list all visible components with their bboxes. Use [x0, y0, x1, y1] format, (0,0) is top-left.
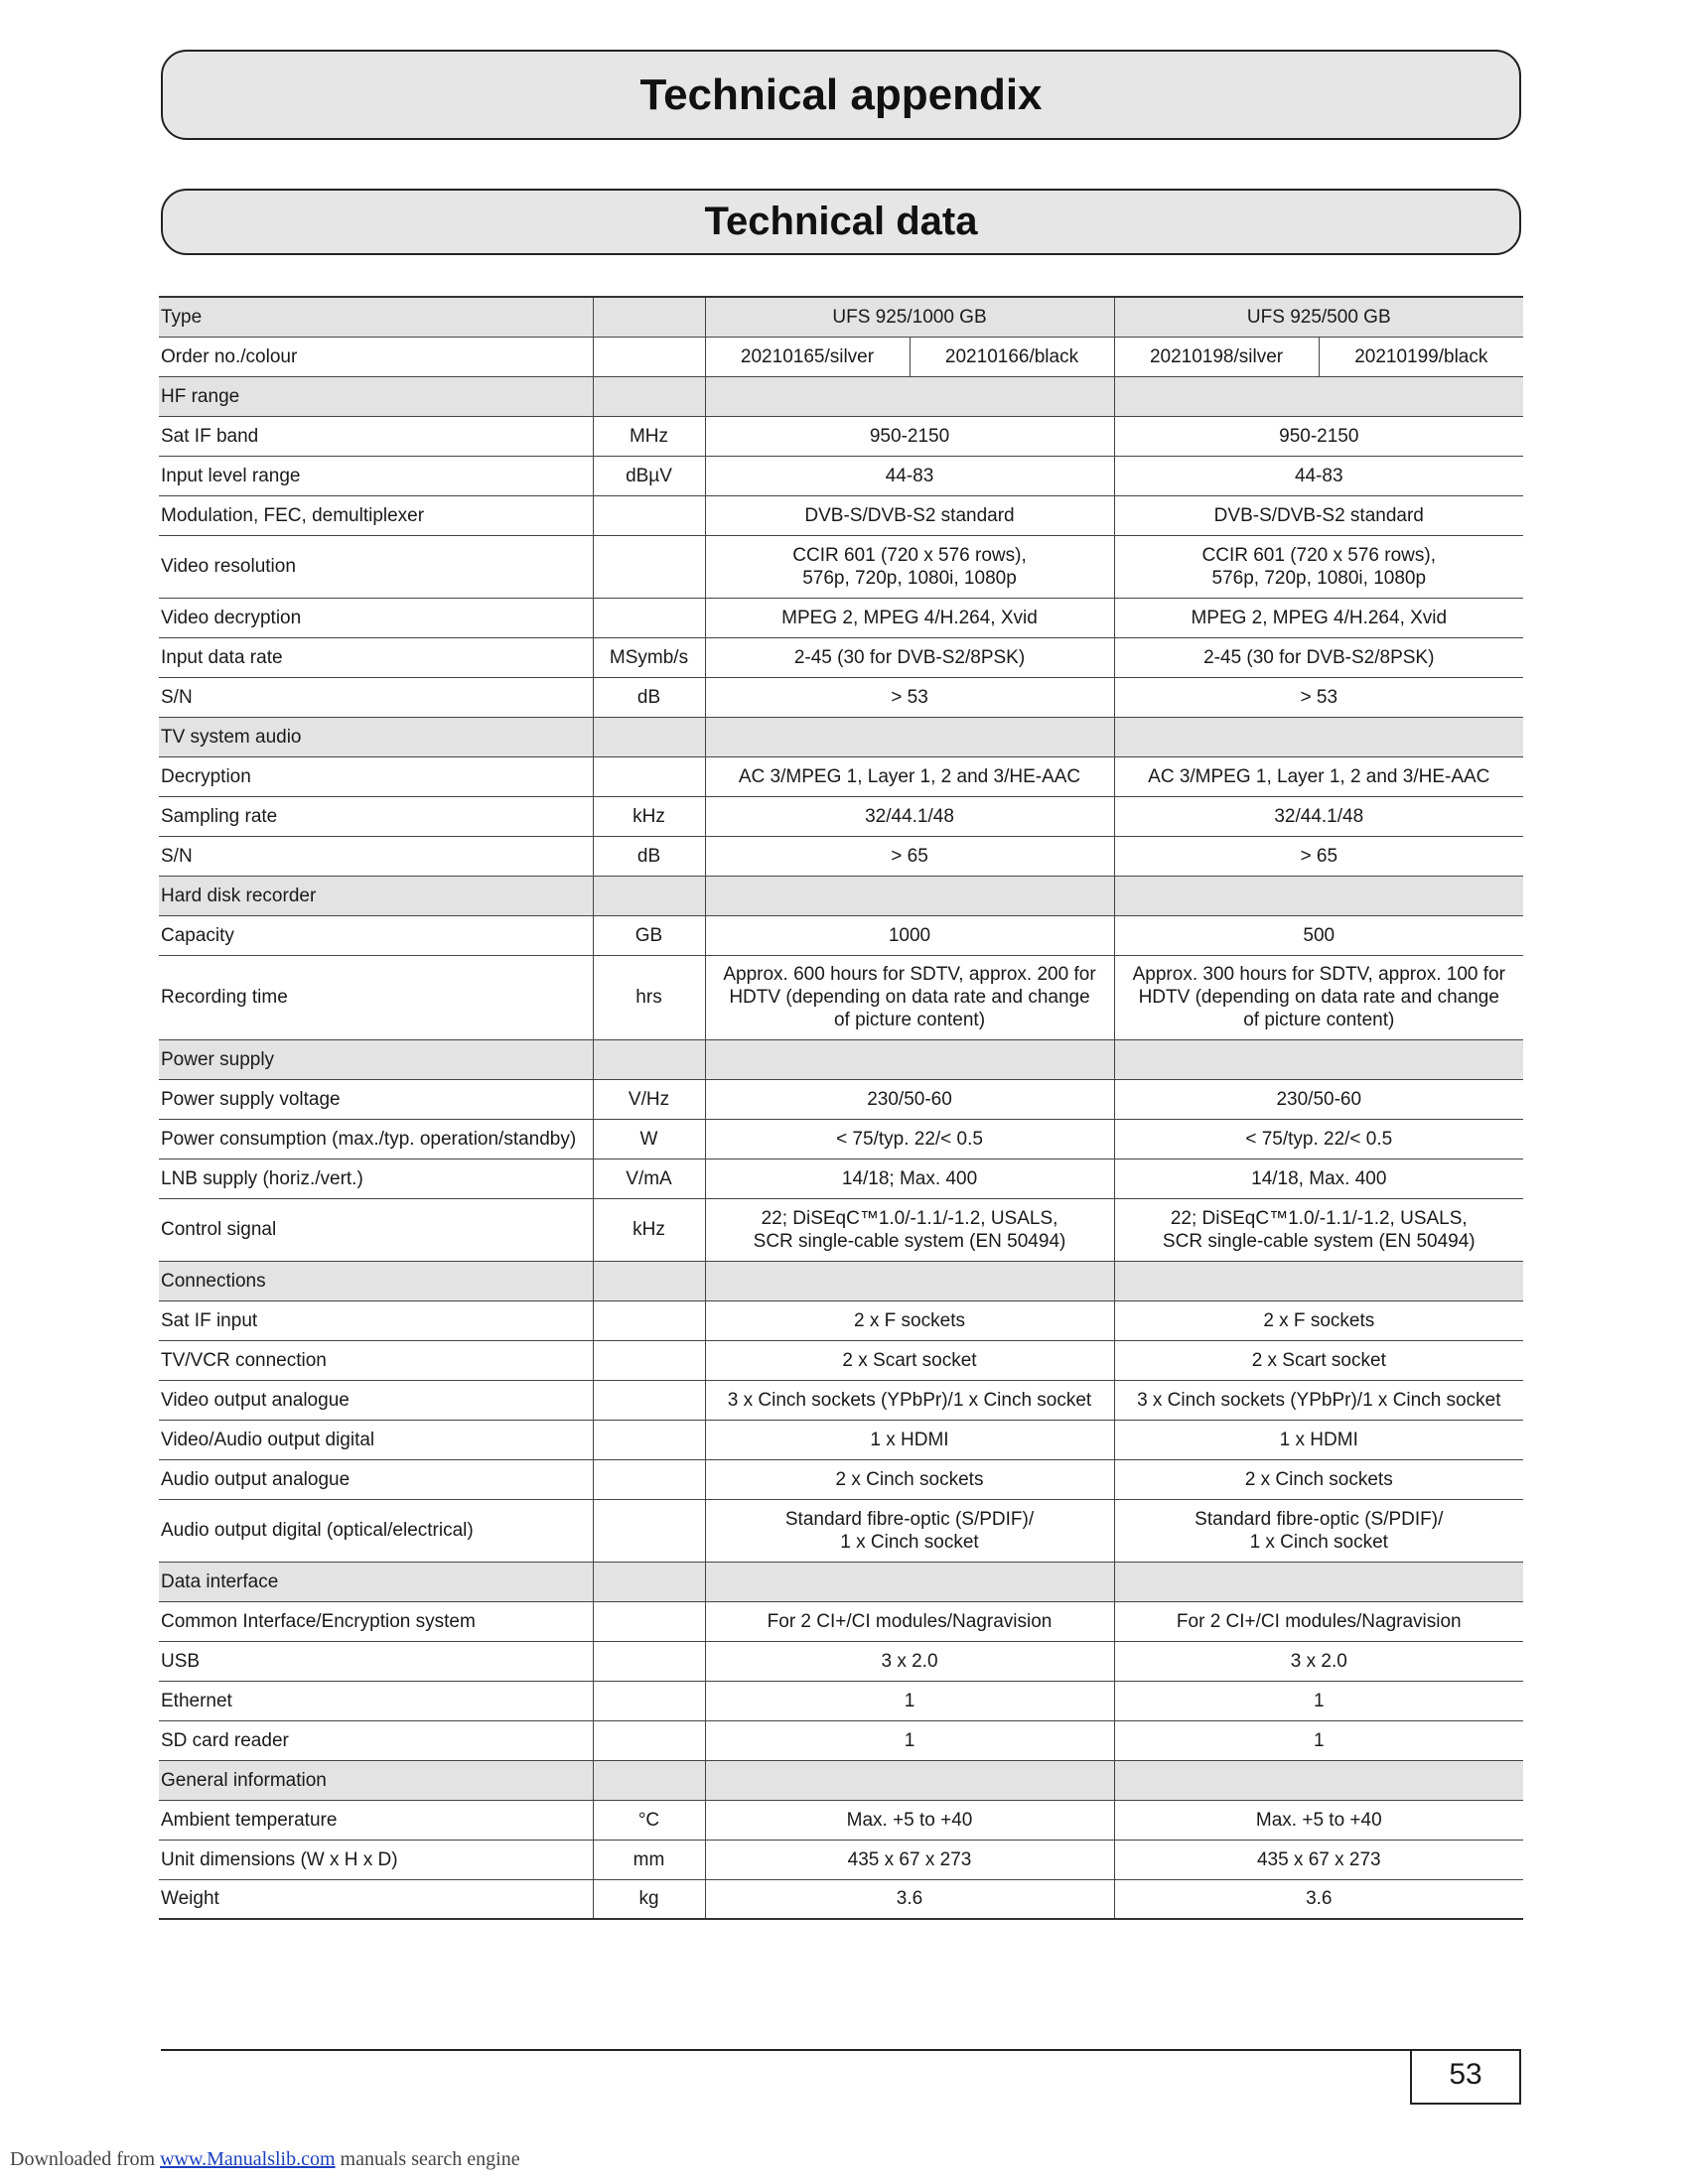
section-row [159, 1760, 1523, 1800]
row-label: General information [159, 1760, 593, 1800]
row-unit [593, 1601, 705, 1641]
value-model-a: 3 x Cinch sockets (YPbPr)/1 x Cinch socket [705, 1380, 1114, 1420]
row-label: Video resolution [159, 535, 593, 598]
value-model-b: 2-45 (30 for DVB-S2/8PSK) [1114, 637, 1523, 677]
row-label: Capacity [159, 915, 593, 955]
row-label: USB [159, 1641, 593, 1681]
row-label: Recording time [159, 955, 593, 1039]
row-label: Sat IF input [159, 1300, 593, 1340]
spec-row [159, 796, 1523, 836]
row-unit: °C [593, 1800, 705, 1840]
value-model-a: 1 [705, 1720, 1114, 1760]
row-label: Modulation, FEC, demultiplexer [159, 495, 593, 535]
value-model-b [1114, 1562, 1523, 1601]
value-model-b: 1 [1114, 1720, 1523, 1760]
value-model-a: 32/44.1/48 [705, 796, 1114, 836]
value-model-b: 500 [1114, 915, 1523, 955]
value-model-a: 3 x 2.0 [705, 1641, 1114, 1681]
spec-row [159, 1079, 1523, 1119]
value-model-a: 230/50-60 [705, 1079, 1114, 1119]
row-unit [593, 1420, 705, 1459]
row-unit: GB [593, 915, 705, 955]
value-model-a: Max. +5 to +40 [705, 1800, 1114, 1840]
row-label: Ethernet [159, 1681, 593, 1720]
spec-row [159, 1198, 1523, 1261]
value-model-a [705, 1562, 1114, 1601]
value-model-b: 1 [1114, 1681, 1523, 1720]
row-unit [593, 535, 705, 598]
order-b-black: 20210199/black [1319, 337, 1523, 376]
value-model-b [1114, 1261, 1523, 1300]
spec-row [159, 1300, 1523, 1340]
value-model-a: Approx. 600 hours for SDTV, approx. 200 for HDTV (depending on data rate and change of picture content) [705, 955, 1114, 1039]
row-label: Input data rate [159, 637, 593, 677]
value-model-b: For 2 CI+/CI modules/Nagravision [1114, 1601, 1523, 1641]
value-model-b: Approx. 300 hours for SDTV, approx. 100 for HDTV (depending on data rate and change of picture content) [1114, 955, 1523, 1039]
spec-row [159, 637, 1523, 677]
row-label: Weight [159, 1879, 593, 1919]
value-model-a: 2 x Scart socket [705, 1340, 1114, 1380]
unit-cell [593, 337, 705, 376]
spec-row [159, 495, 1523, 535]
value-model-b: 3 x Cinch sockets (YPbPr)/1 x Cinch socket [1114, 1380, 1523, 1420]
section-title: Technical data [161, 189, 1521, 255]
value-model-b [1114, 876, 1523, 915]
model-b-header: UFS 925/500 GB [1114, 297, 1523, 337]
value-model-a: 950-2150 [705, 416, 1114, 456]
row-unit [593, 876, 705, 915]
technical-data-table [159, 296, 1523, 1920]
row-unit [593, 1681, 705, 1720]
spec-row [159, 1340, 1523, 1380]
row-unit [593, 598, 705, 637]
row-label: HF range [159, 376, 593, 416]
row-label: LNB supply (horiz./vert.) [159, 1159, 593, 1198]
page-number: 53 [1410, 2049, 1521, 2105]
type-row [159, 297, 1523, 337]
value-model-a [705, 1261, 1114, 1300]
value-model-a: MPEG 2, MPEG 4/H.264, Xvid [705, 598, 1114, 637]
row-unit [593, 1300, 705, 1340]
unit-cell [593, 297, 705, 337]
row-unit: V/Hz [593, 1079, 705, 1119]
section-row [159, 376, 1523, 416]
spec-row [159, 535, 1523, 598]
row-label: Power consumption (max./typ. operation/standby) [159, 1119, 593, 1159]
value-model-b: > 53 [1114, 677, 1523, 717]
section-row [159, 1039, 1523, 1079]
row-label: TV/VCR connection [159, 1340, 593, 1380]
spec-row [159, 1840, 1523, 1879]
spec-row [159, 1380, 1523, 1420]
value-model-b: 2 x F sockets [1114, 1300, 1523, 1340]
order-row [159, 337, 1523, 376]
value-model-a: 44-83 [705, 456, 1114, 495]
value-model-b: 44-83 [1114, 456, 1523, 495]
spec-row [159, 1420, 1523, 1459]
download-prefix: Downloaded from [10, 2148, 156, 2170]
value-model-b [1114, 376, 1523, 416]
spec-row [159, 1641, 1523, 1681]
spec-row [159, 915, 1523, 955]
value-model-a: > 65 [705, 836, 1114, 876]
value-model-b: AC 3/MPEG 1, Layer 1, 2 and 3/HE-AAC [1114, 756, 1523, 796]
row-unit: dBµV [593, 456, 705, 495]
value-model-b: CCIR 601 (720 x 576 rows), 576p, 720p, 1080i, 1080p [1114, 535, 1523, 598]
value-model-b: 230/50-60 [1114, 1079, 1523, 1119]
row-label: Video/Audio output digital [159, 1420, 593, 1459]
value-model-a: 1 x HDMI [705, 1420, 1114, 1459]
row-label: Video output analogue [159, 1380, 593, 1420]
row-label: Video decryption [159, 598, 593, 637]
value-model-a: < 75/typ. 22/< 0.5 [705, 1119, 1114, 1159]
value-model-b [1114, 1760, 1523, 1800]
row-label: TV system audio [159, 717, 593, 756]
row-label: S/N [159, 677, 593, 717]
spec-row [159, 1499, 1523, 1562]
value-model-b: DVB-S/DVB-S2 standard [1114, 495, 1523, 535]
row-label: Control signal [159, 1198, 593, 1261]
row-unit: kHz [593, 1198, 705, 1261]
spec-row [159, 416, 1523, 456]
row-unit: W [593, 1119, 705, 1159]
value-model-a: AC 3/MPEG 1, Layer 1, 2 and 3/HE-AAC [705, 756, 1114, 796]
value-model-a: 435 x 67 x 273 [705, 1840, 1114, 1879]
row-unit [593, 717, 705, 756]
row-label: Common Interface/Encryption system [159, 1601, 593, 1641]
value-model-a: CCIR 601 (720 x 576 rows), 576p, 720p, 1080i, 1080p [705, 535, 1114, 598]
value-model-a [705, 876, 1114, 915]
row-label: Power supply [159, 1039, 593, 1079]
order-b-silver: 20210198/silver [1114, 337, 1319, 376]
row-label: Data interface [159, 1562, 593, 1601]
value-model-b [1114, 1039, 1523, 1079]
value-model-b: 32/44.1/48 [1114, 796, 1523, 836]
spec-row [159, 456, 1523, 495]
row-label: Decryption [159, 756, 593, 796]
value-model-a: 1000 [705, 915, 1114, 955]
row-unit: dB [593, 677, 705, 717]
row-unit: V/mA [593, 1159, 705, 1198]
value-model-b: 3.6 [1114, 1879, 1523, 1919]
value-model-a: 2 x F sockets [705, 1300, 1114, 1340]
row-unit [593, 1562, 705, 1601]
row-unit [593, 1641, 705, 1681]
spec-row [159, 1720, 1523, 1760]
spec-row [159, 756, 1523, 796]
spec-row [159, 1159, 1523, 1198]
row-unit [593, 1261, 705, 1300]
row-unit: hrs [593, 955, 705, 1039]
value-model-a: 2-45 (30 for DVB-S2/8PSK) [705, 637, 1114, 677]
download-note [10, 2148, 520, 2171]
download-suffix: manuals search engine [340, 2148, 520, 2170]
row-unit [593, 1720, 705, 1760]
value-model-a: DVB-S/DVB-S2 standard [705, 495, 1114, 535]
order-a-black: 20210166/black [910, 337, 1114, 376]
value-model-b: 14/18, Max. 400 [1114, 1159, 1523, 1198]
value-model-b: 1 x HDMI [1114, 1420, 1523, 1459]
order-a-silver: 20210165/silver [705, 337, 910, 376]
row-label: Hard disk recorder [159, 876, 593, 915]
row-unit [593, 495, 705, 535]
section-row [159, 717, 1523, 756]
order-label: Order no./colour [159, 337, 593, 376]
row-unit: MHz [593, 416, 705, 456]
row-unit [593, 1499, 705, 1562]
section-row [159, 876, 1523, 915]
value-model-a: For 2 CI+/CI modules/Nagravision [705, 1601, 1114, 1641]
type-label: Type [159, 297, 593, 337]
value-model-a: 14/18; Max. 400 [705, 1159, 1114, 1198]
spec-row [159, 598, 1523, 637]
value-model-a [705, 717, 1114, 756]
row-unit [593, 1039, 705, 1079]
row-label: Sat IF band [159, 416, 593, 456]
row-label: Unit dimensions (W x H x D) [159, 1840, 593, 1879]
spec-row [159, 1800, 1523, 1840]
row-unit [593, 1340, 705, 1380]
model-a-header: UFS 925/1000 GB [705, 297, 1114, 337]
row-label: Audio output digital (optical/electrical) [159, 1499, 593, 1562]
value-model-b [1114, 717, 1523, 756]
value-model-a [705, 376, 1114, 416]
value-model-b: < 75/typ. 22/< 0.5 [1114, 1119, 1523, 1159]
manualslib-link[interactable]: www.Manualslib.com [160, 2148, 336, 2170]
value-model-b: 2 x Cinch sockets [1114, 1459, 1523, 1499]
value-model-a [705, 1039, 1114, 1079]
row-label: Audio output analogue [159, 1459, 593, 1499]
value-model-a: 2 x Cinch sockets [705, 1459, 1114, 1499]
page-title: Technical appendix [161, 50, 1521, 140]
row-unit: mm [593, 1840, 705, 1879]
row-unit: kHz [593, 796, 705, 836]
value-model-a: 22; DiSEqC™1.0/-1.1/-1.2, USALS, SCR single-cable system (EN 50494) [705, 1198, 1114, 1261]
row-unit: kg [593, 1879, 705, 1919]
spec-row [159, 1459, 1523, 1499]
spec-row [159, 677, 1523, 717]
spec-row [159, 836, 1523, 876]
row-label: S/N [159, 836, 593, 876]
row-label: SD card reader [159, 1720, 593, 1760]
spec-row [159, 1119, 1523, 1159]
row-label: Ambient temperature [159, 1800, 593, 1840]
row-label: Connections [159, 1261, 593, 1300]
value-model-b: 950-2150 [1114, 416, 1523, 456]
row-unit [593, 1760, 705, 1800]
value-model-b: Max. +5 to +40 [1114, 1800, 1523, 1840]
value-model-b: > 65 [1114, 836, 1523, 876]
row-unit [593, 1459, 705, 1499]
value-model-a: Standard fibre-optic (S/PDIF)/ 1 x Cinch socket [705, 1499, 1114, 1562]
value-model-b: 22; DiSEqC™1.0/-1.1/-1.2, USALS, SCR single-cable system (EN 50494) [1114, 1198, 1523, 1261]
value-model-b: 3 x 2.0 [1114, 1641, 1523, 1681]
spec-row [159, 955, 1523, 1039]
row-unit [593, 756, 705, 796]
row-unit [593, 1380, 705, 1420]
spec-row [159, 1681, 1523, 1720]
value-model-b: 435 x 67 x 273 [1114, 1840, 1523, 1879]
value-model-b: Standard fibre-optic (S/PDIF)/ 1 x Cinch socket [1114, 1499, 1523, 1562]
row-label: Input level range [159, 456, 593, 495]
value-model-a [705, 1760, 1114, 1800]
value-model-a: > 53 [705, 677, 1114, 717]
row-unit [593, 376, 705, 416]
footer-rule [161, 2049, 1521, 2051]
row-unit: dB [593, 836, 705, 876]
row-unit: MSymb/s [593, 637, 705, 677]
value-model-a: 3.6 [705, 1879, 1114, 1919]
value-model-b: 2 x Scart socket [1114, 1340, 1523, 1380]
row-label: Sampling rate [159, 796, 593, 836]
value-model-a: 1 [705, 1681, 1114, 1720]
section-row [159, 1261, 1523, 1300]
spec-row [159, 1879, 1523, 1919]
section-row [159, 1562, 1523, 1601]
spec-row [159, 1601, 1523, 1641]
row-label: Power supply voltage [159, 1079, 593, 1119]
value-model-b: MPEG 2, MPEG 4/H.264, Xvid [1114, 598, 1523, 637]
